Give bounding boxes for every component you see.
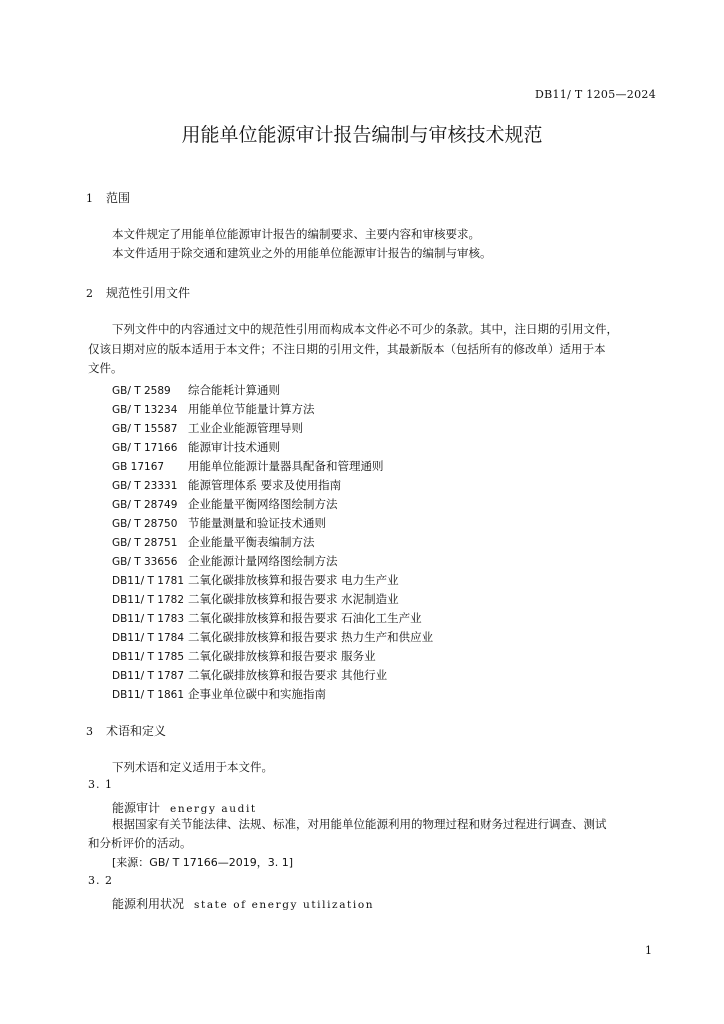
reference-item — [112, 588, 399, 607]
reference-title: 二氧化碳排放核算和报告要求 电力生产业 — [188, 573, 399, 587]
reference-title: 用能单位能源计量器具配备和管理通则 — [188, 459, 384, 473]
reference-title: 二氧化碳排放核算和报告要求 热力生产和供应业 — [188, 630, 434, 644]
reference-item — [112, 455, 384, 474]
reference-code: DB11/ T 1785 — [112, 651, 184, 663]
reference-title: 二氧化碳排放核算和报告要求 其他行业 — [188, 668, 388, 682]
reference-title: 工业企业能源管理导则 — [188, 421, 303, 435]
reference-code: DB11/ T 1787 — [112, 670, 184, 682]
reference-code: GB/ T 2589 — [112, 385, 171, 397]
reference-item — [112, 493, 338, 512]
reference-title: 企业能量平衡网络图绘制方法 — [188, 497, 338, 511]
paragraph-line: 下列文件中的内容通过文中的规范性引用而构成本文件必不可少的条款。其中，注日期的引用文件， — [112, 322, 618, 336]
reference-item — [112, 417, 303, 436]
term-entry — [112, 893, 374, 912]
reference-code: DB11/ T 1781 — [112, 575, 184, 587]
page-number: 1 — [645, 944, 652, 957]
reference-item — [112, 569, 399, 588]
term-english: energy audit — [170, 803, 257, 815]
reference-title: 二氧化碳排放核算和报告要求 服务业 — [188, 649, 376, 663]
reference-title: 企业能源计量网络图绘制方法 — [188, 554, 338, 568]
reference-item — [112, 531, 315, 550]
reference-code: GB/ T 15587 — [112, 423, 178, 435]
reference-item — [112, 550, 338, 569]
reference-item — [112, 379, 280, 398]
definition-line: 根据国家有关节能法律、法规、标准，对用能单位能源利用的物理过程和财务过程进行调查、测试 — [112, 817, 607, 831]
reference-code: DB11/ T 1782 — [112, 594, 184, 606]
reference-item — [112, 664, 387, 683]
reference-title: 二氧化碳排放核算和报告要求 石油化工生产业 — [188, 611, 422, 625]
paragraph-line: 仅该日期对应的版本适用于本文件；不注日期的引用文件，其最新版本（包括所有的修改单）适用于本 — [88, 342, 606, 356]
paragraph: 本文件规定了用能单位能源审计报告的编制要求、主要内容和审核要求。 — [112, 227, 480, 241]
section-2-heading — [86, 284, 190, 301]
reference-item — [112, 398, 315, 417]
definition-line: 和分析评价的活动。 — [88, 836, 192, 850]
reference-item — [112, 474, 341, 493]
paragraph: 下列术语和定义适用于本文件。 — [112, 760, 273, 774]
reference-title: 企事业单位碳中和实施指南 — [188, 687, 326, 701]
reference-item — [112, 607, 422, 626]
term-chinese: 能源利用状况 — [112, 897, 185, 911]
term-english: state of energy utilization — [194, 899, 375, 911]
section-1-heading — [86, 189, 130, 206]
reference-item — [112, 683, 326, 702]
section-number: 3 — [86, 725, 93, 738]
reference-code: GB/ T 28751 — [112, 537, 178, 549]
reference-code: GB/ T 28750 — [112, 518, 178, 530]
term-chinese: 能源审计 — [112, 801, 161, 815]
reference-title: 能源管理体系 要求及使用指南 — [188, 478, 342, 492]
section-title: 范围 — [106, 191, 131, 205]
term-entry — [112, 797, 257, 816]
paragraph-line: 文件。 — [88, 361, 123, 375]
document-title: 用能单位能源审计报告编制与审核技术规范 — [181, 124, 543, 146]
reference-code: DB11/ T 1783 — [112, 613, 184, 625]
paragraph: 本文件适用于除交通和建筑业之外的用能单位能源审计报告的编制与审核。 — [112, 246, 492, 260]
reference-title: 企业能量平衡表编制方法 — [188, 535, 315, 549]
section-title: 术语和定义 — [106, 724, 167, 738]
section-3-heading — [86, 722, 166, 739]
section-number: 2 — [86, 287, 93, 300]
reference-code: DB11/ T 1784 — [112, 632, 184, 644]
reference-title: 综合能耗计算通则 — [188, 383, 280, 397]
reference-code: GB 17167 — [112, 461, 165, 473]
reference-title: 用能单位节能量计算方法 — [188, 402, 315, 416]
reference-title: 节能量测量和验证技术通则 — [188, 516, 326, 530]
reference-code: GB/ T 17166 — [112, 442, 178, 454]
section-title: 规范性引用文件 — [106, 286, 191, 300]
term-source: [来源：GB/ T 17166—2019，3. 1] — [112, 856, 294, 869]
reference-item — [112, 436, 280, 455]
term-number: 3. 1 — [88, 778, 113, 791]
reference-title: 能源审计技术通则 — [188, 440, 280, 454]
reference-item — [112, 645, 376, 664]
reference-code: GB/ T 13234 — [112, 404, 178, 416]
reference-item — [112, 512, 326, 531]
reference-title: 二氧化碳排放核算和报告要求 水泥制造业 — [188, 592, 399, 606]
reference-item — [112, 626, 433, 645]
standard-number: DB11/ T 1205—2024 — [534, 88, 656, 101]
term-number: 3. 2 — [88, 874, 113, 887]
section-number: 1 — [86, 192, 93, 205]
reference-code: GB/ T 33656 — [112, 556, 178, 568]
reference-code: GB/ T 28749 — [112, 499, 178, 511]
reference-code: GB/ T 23331 — [112, 480, 178, 492]
reference-code: DB11/ T 1861 — [112, 689, 184, 701]
